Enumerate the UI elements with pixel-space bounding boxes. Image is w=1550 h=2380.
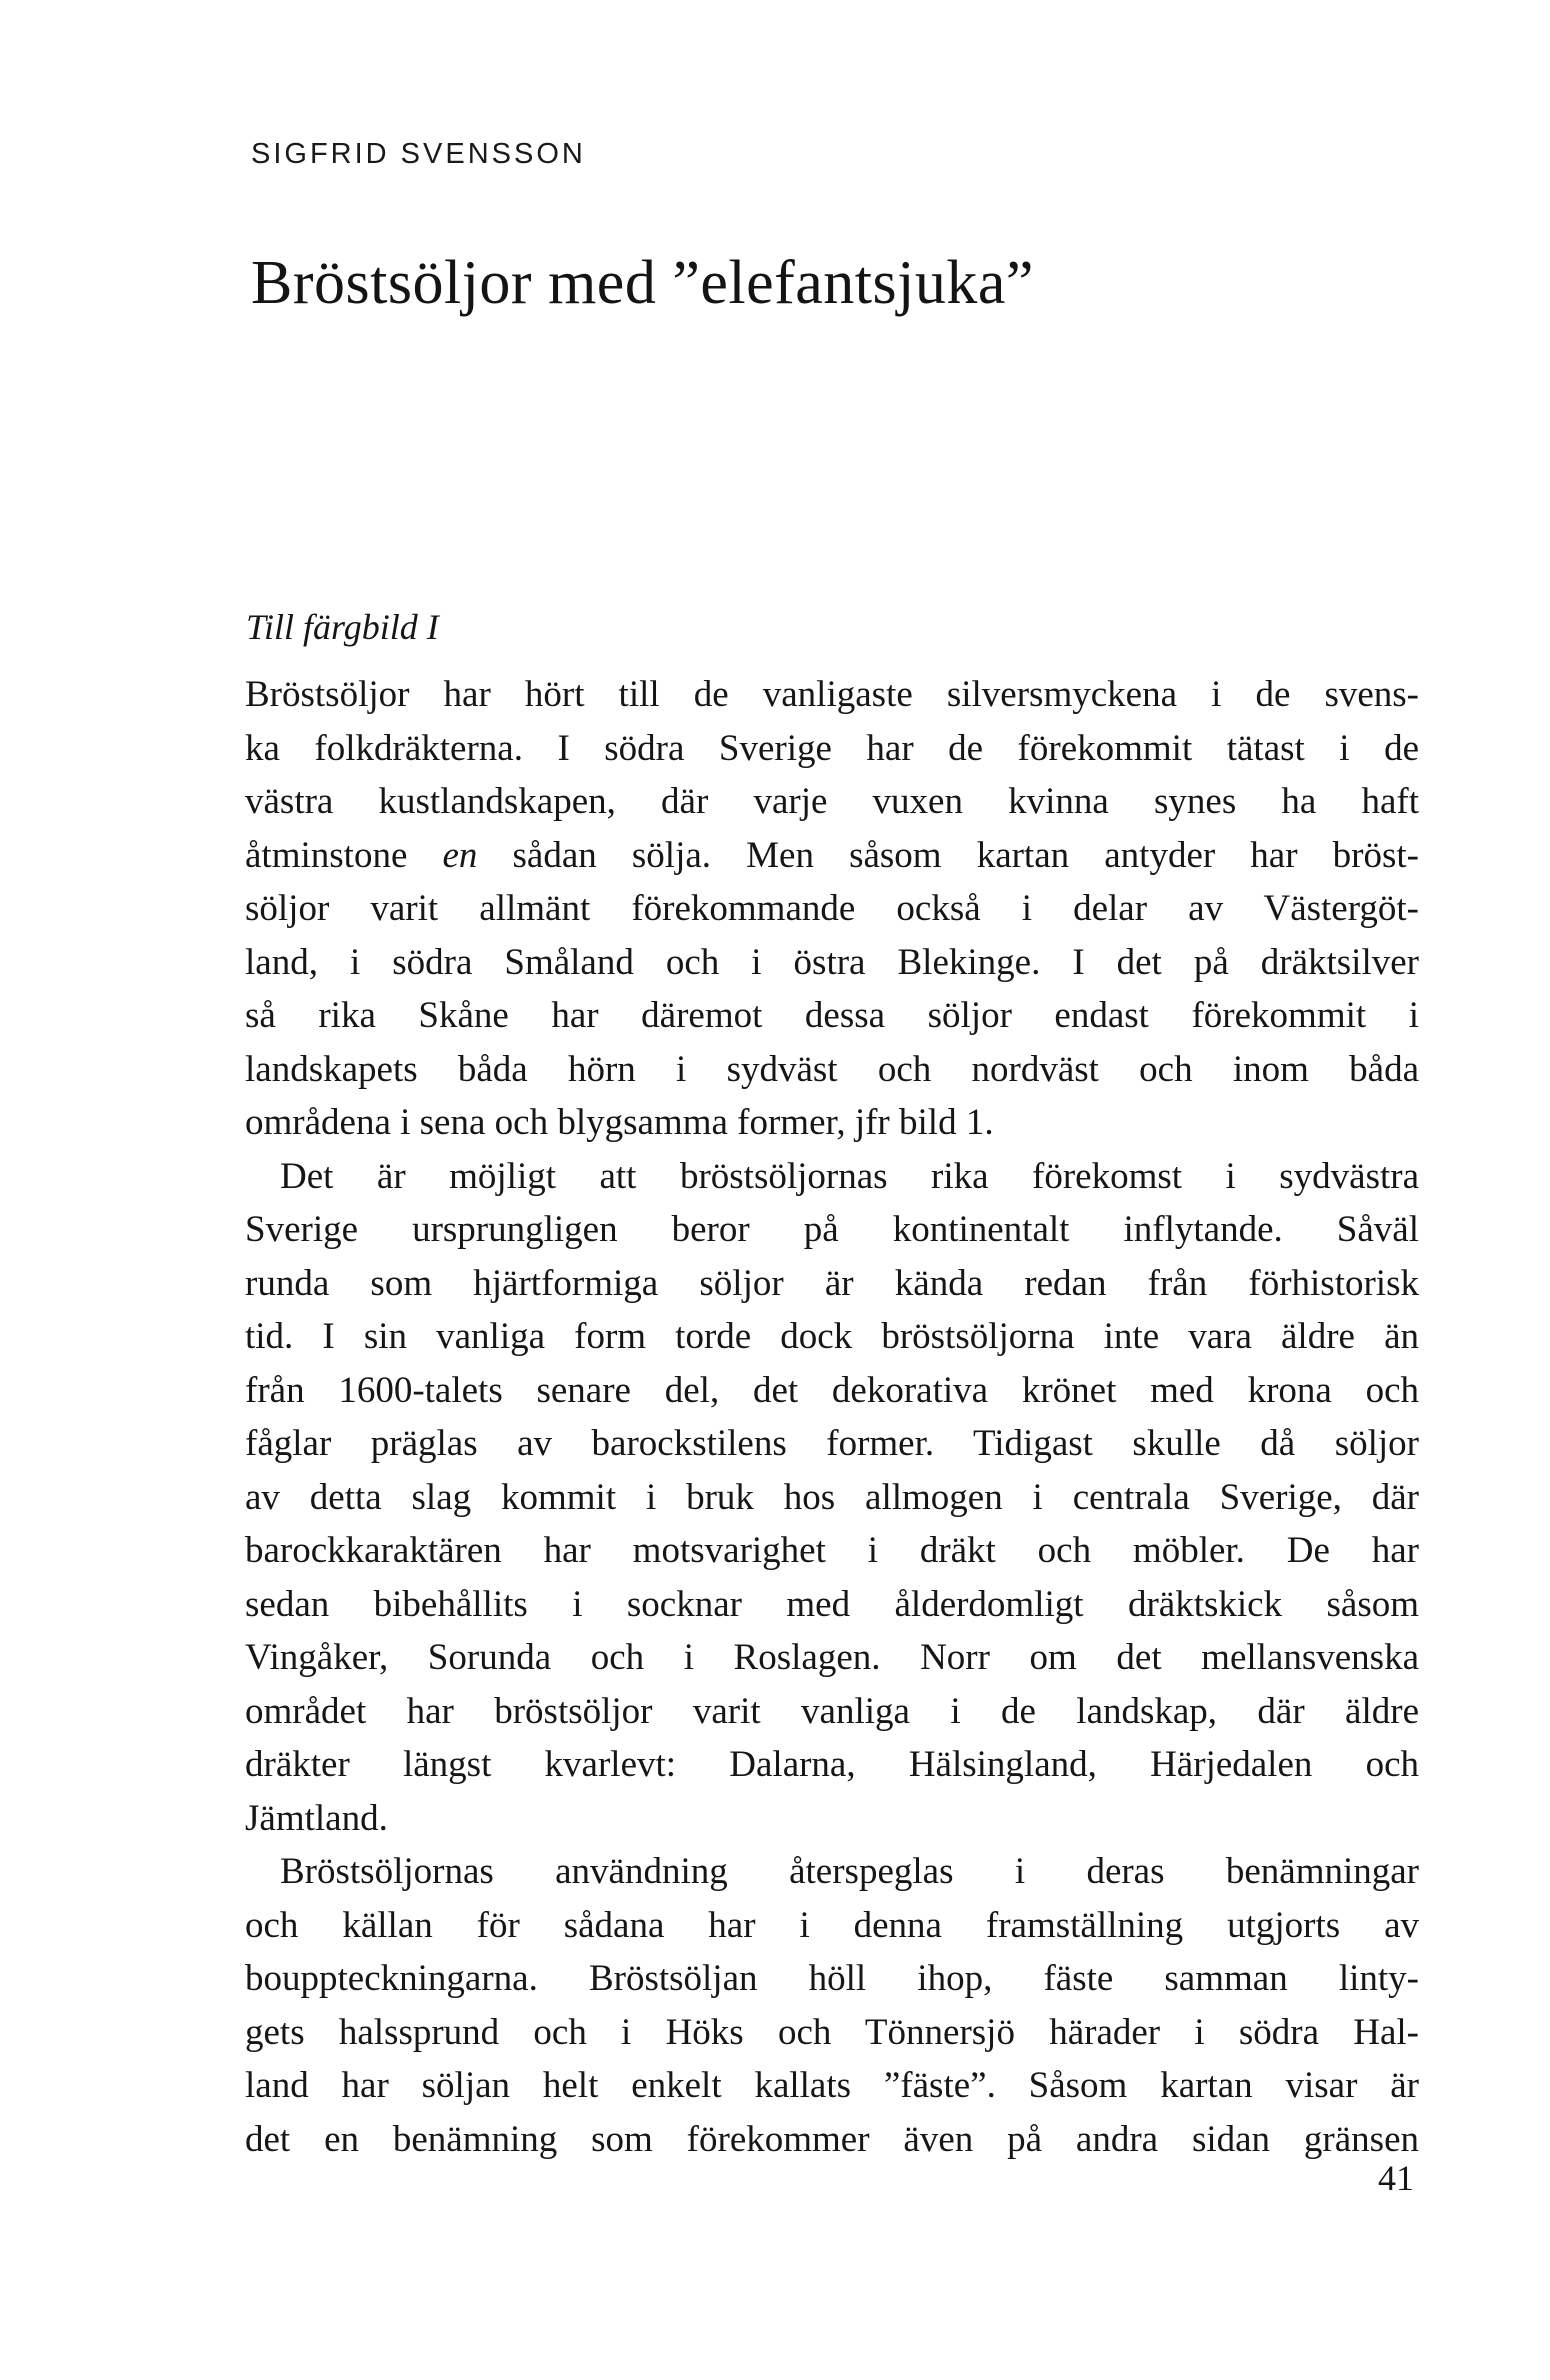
page-number: 41	[1378, 2158, 1414, 2198]
body-text	[245, 668, 1419, 2166]
text-line	[245, 829, 1419, 883]
text-line: Bröstsöljor har hört till de vanligaste silversmyckena i de svens-	[245, 674, 1419, 715]
text-line: Vingåker, Sorunda och i Roslagen. Norr om det mellansvenska	[245, 1637, 1419, 1678]
text-run: åtminstone	[245, 834, 443, 876]
text-line: Sverige ursprungligen beror på kontinentalt inflytande. Såväl	[245, 1209, 1419, 1250]
article-title: Bröstsöljor med ”elefantsjuka”	[251, 249, 1034, 317]
text-line: gets halssprund och i Höks och Tönnersjö härader i södra Hal-	[245, 2011, 1419, 2053]
text-line: tid. I sin vanliga form torde dock bröstsöljorna inte vara äldre än	[245, 1316, 1419, 1357]
text-line: Det är möjligt att bröstsöljornas rika förekomst i sydvästra	[280, 1155, 1419, 1197]
text-line: land har söljan helt enkelt kallats ”fäste”. Såsom kartan visar är	[245, 2065, 1419, 2106]
text-line: dräkter längst kvarlevt: Dalarna, Hälsingland, Härjedalen och	[245, 1744, 1419, 1785]
author-name: SIGFRID SVENSSON	[251, 138, 586, 170]
text-line: runda som hjärtformiga söljor är kända redan från förhistorisk	[245, 1262, 1419, 1304]
text-line: söljor varit allmänt förekommande också i delar av Västergöt-	[245, 888, 1419, 929]
text-line: fåglar präglas av barockstilens former. Tidigast skulle då söljor	[245, 1423, 1419, 1464]
text-line: västra kustlandskapen, där varje vuxen kvinna synes ha haft	[245, 781, 1419, 822]
emphasis-text: en	[442, 834, 478, 876]
section-label: Till färgbild I	[246, 607, 439, 647]
text-line: ka folkdräkterna. I södra Sverige har de förekommit tätast i de	[245, 727, 1419, 769]
text-line: från 1600-talets senare del, det dekorativa krönet med krona och	[245, 1369, 1419, 1411]
text-line: och källan för sådana har i denna framställning utgjorts av	[245, 1904, 1419, 1946]
text-line: så rika Skåne har däremot dessa söljor endast förekommit i	[245, 995, 1419, 1036]
text-run: sådan sölja. Men såsom kartan antyder har bröst-	[477, 834, 1419, 876]
text-line: det en benämning som förekommer även på andra sidan gränsen	[245, 2118, 1419, 2160]
text-line: land, i södra Småland och i östra Blekinge. I det på dräktsilver	[245, 941, 1419, 983]
text-line: Jämtland.	[245, 1797, 388, 1839]
text-line: Bröstsöljornas användning återspeglas i deras benämningar	[280, 1851, 1419, 1892]
text-line: barockkaraktären har motsvarighet i dräkt och möbler. De har	[245, 1530, 1419, 1571]
text-line: områdena i sena och blygsamma former, jfr bild 1.	[245, 1102, 994, 1143]
text-line: sedan bibehållits i socknar med ålderdomligt dräktskick såsom	[245, 1583, 1419, 1625]
text-line: landskapets båda hörn i sydväst och nordväst och inom båda	[245, 1048, 1419, 1090]
text-line: av detta slag kommit i bruk hos allmogen i centrala Sverige, där	[245, 1476, 1419, 1518]
text-line: bouppteckningarna. Bröstsöljan höll ihop, fäste samman linty-	[245, 1958, 1419, 1999]
text-line: området har bröstsöljor varit vanliga i de landskap, där äldre	[245, 1690, 1419, 1732]
